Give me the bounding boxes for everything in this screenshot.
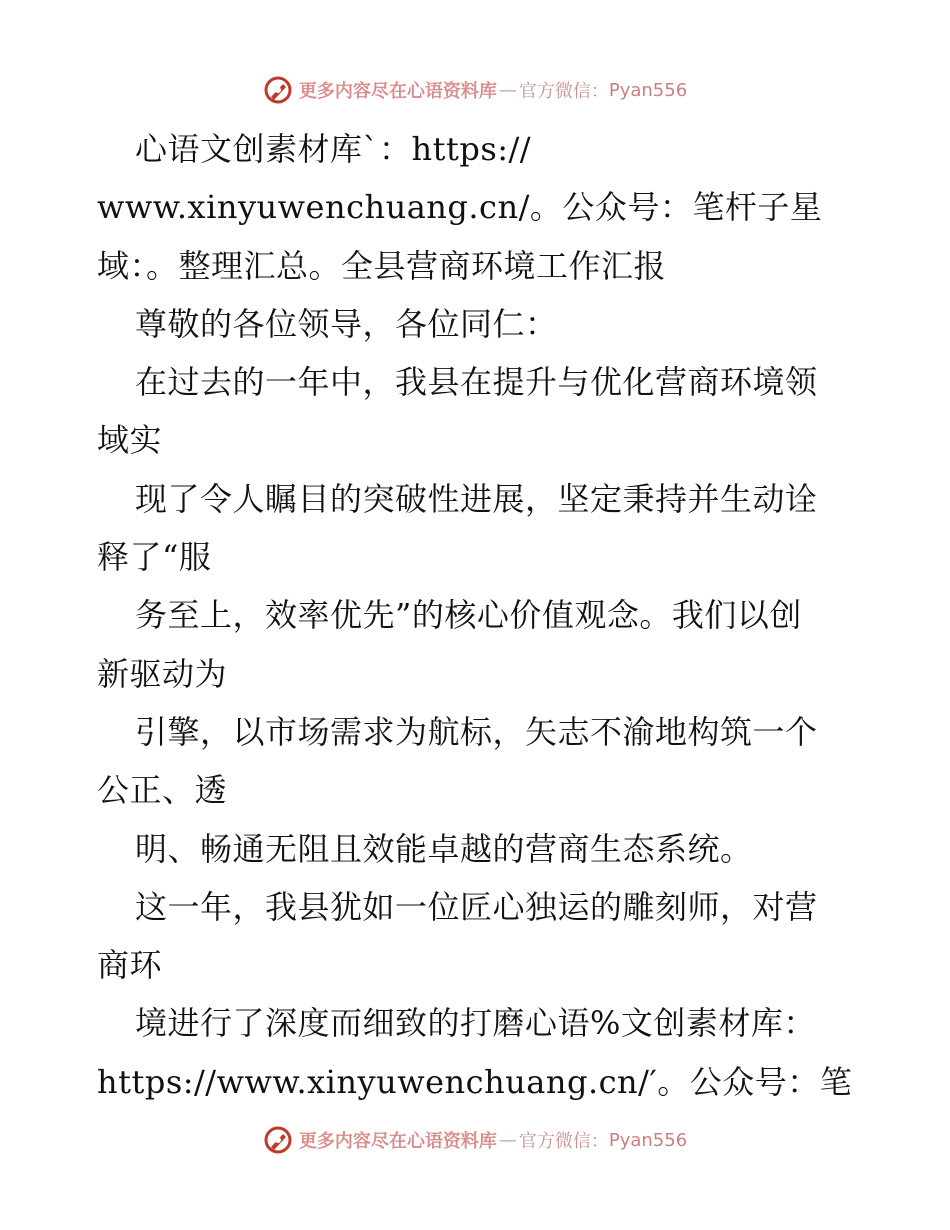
banner-wechat-id: Pyan556 xyxy=(608,1129,688,1151)
footer-banner xyxy=(0,1122,950,1158)
banner-wechat-id: Pyan556 xyxy=(608,79,688,101)
banner-wechat-label: 官方微信： xyxy=(518,1131,609,1152)
text-line: 务至上，效率优先”的核心价值观念。我们以创 xyxy=(135,596,802,635)
text-line: 新驱动为 xyxy=(97,654,228,693)
text-line: 这一年，我县犹如一位匠心独运的雕刻师，对营 xyxy=(135,887,818,926)
text-line: 引擎，以市场需求为航标，矢志不渝地构筑一个 xyxy=(135,712,818,751)
text-line: 释了“服 xyxy=(97,538,212,577)
text-line: 公正、透 xyxy=(97,771,228,810)
text-line: 域：。整理汇总。全县营商环境工作汇报 xyxy=(97,246,667,285)
document-body xyxy=(97,120,867,1111)
pen-logo-icon xyxy=(263,75,293,105)
text-line: 现了令人瞩目的突破性进展，坚定秉持并生动诠 xyxy=(135,479,818,518)
text-line: 心语文创素材库`：https:// xyxy=(135,130,532,168)
banner-main-text: 更多内容尽在心语资料库 xyxy=(298,81,497,102)
text-line: 尊敬的各位领导，各位同仁： xyxy=(135,304,558,343)
pen-logo-icon xyxy=(263,1125,293,1155)
text-line: 商环 xyxy=(97,946,163,985)
text-line: https://www.xinyuwenchuang.cn/′。公众号：笔 xyxy=(97,1062,853,1101)
text-line: 境进行了深度而细致的打磨心语%文创素材库： xyxy=(135,1004,816,1043)
text-line: 在过去的一年中，我县在提升与优化营商环境领 xyxy=(135,363,818,402)
text-line: www.xinyuwenchuang.cn/。公众号：笔杆子星 xyxy=(97,188,823,227)
banner-separator: — xyxy=(498,79,517,101)
banner-main-text: 更多内容尽在心语资料库 xyxy=(298,1131,497,1152)
header-banner xyxy=(0,72,950,108)
banner-separator: — xyxy=(498,1129,517,1151)
text-line: 明、畅通无阻且效能卓越的营商生态系统。 xyxy=(135,829,753,868)
banner-wechat-label: 官方微信： xyxy=(518,81,609,102)
text-line: 域实 xyxy=(97,421,163,460)
